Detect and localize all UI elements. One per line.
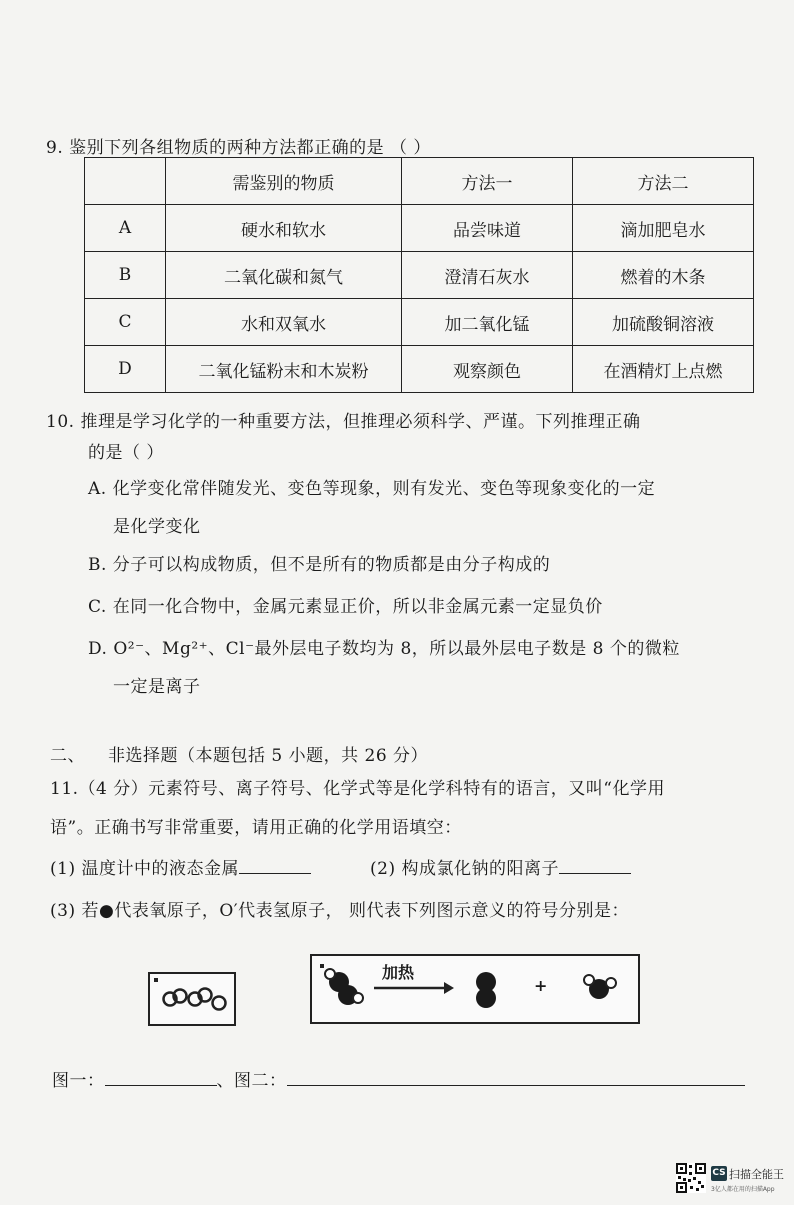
fig1-label: 图一： [52, 1071, 105, 1091]
table-cell: 在酒精灯上点燃 [573, 346, 754, 393]
figure-one [148, 972, 236, 1026]
q10-option-a-line2: 是化学变化 [113, 517, 201, 537]
table-cell: 澄清石灰水 [402, 252, 573, 299]
answer-blank-2[interactable] [559, 857, 631, 874]
table-cell: A [85, 205, 166, 252]
q10-option-d-line1: D. O²⁻、Mg²⁺、Cl⁻最外层电子数均为 8，所以最外层电子数是 8 个的微粒 [88, 639, 680, 659]
figure-two-reaction [312, 956, 638, 1022]
table-cell: 品尝味道 [402, 205, 573, 252]
q10-option-c: C. 在同一化合物中，金属元素显正价，所以非金属元素一定显负价 [88, 597, 603, 617]
table-cell: 二氧化碳和氮气 [166, 252, 402, 299]
table-cell: D [85, 346, 166, 393]
q10-option-a-line1: A. 化学变化常伴随发光、变色等现象，则有发光、变色等现象变化的一定 [88, 479, 656, 499]
cs-logo-icon: CS [711, 1166, 727, 1181]
q11-part3: (3) 若●代表氧原子，O′代表氢原子， 则代表下列图示意义的符号分别是： [50, 901, 630, 921]
table-header-cell: 方法二 [573, 158, 754, 205]
fig2-label: 、图二： [216, 1071, 287, 1091]
table-cell: 观察颜色 [402, 346, 573, 393]
table-cell: 加二氧化锰 [402, 299, 573, 346]
answer-blank-1[interactable] [239, 857, 311, 874]
figure-one-molecules [150, 974, 234, 1024]
q11-line2: 语”。正确书写非常重要，请用正确的化学用语填空： [50, 818, 462, 838]
table-cell: 加硫酸铜溶液 [573, 299, 754, 346]
q11-part1-text: (1) 温度计中的液态金属 [50, 859, 239, 879]
table-cell: B [85, 252, 166, 299]
table-row [85, 205, 754, 252]
table-cell: 滴加肥皂水 [573, 205, 754, 252]
table-header-cell: 方法一 [402, 158, 573, 205]
q11-part2 [370, 854, 631, 879]
q11-line1: 11.（4 分）元素符号、离子符号、化学式等是化学科特有的语言，又叫“化学用 [50, 779, 665, 799]
table-header-cell [85, 158, 166, 205]
table-cell: 燃着的木条 [573, 252, 754, 299]
figure-answer-line [52, 1066, 745, 1091]
fig2-blank[interactable] [287, 1069, 745, 1086]
section-number: 二、 [50, 746, 85, 766]
qr-code-icon [676, 1163, 706, 1193]
watermark-tagline: 3亿人都在用的扫描App [711, 1186, 775, 1193]
table-row [85, 252, 754, 299]
q11-part1 [50, 854, 311, 879]
q11-part2-text: (2) 构成氯化钠的阳离子 [370, 859, 559, 879]
q9-title: 9. 鉴别下列各组物质的两种方法都正确的是 （ ） [46, 138, 431, 158]
table-cell: C [85, 299, 166, 346]
q10-stem-line2: 的是（ ） [88, 443, 164, 463]
table-row [85, 346, 754, 393]
table-cell: 水和双氧水 [166, 299, 402, 346]
fig1-blank[interactable] [105, 1069, 217, 1086]
table-row [85, 299, 754, 346]
q10-option-b: B. 分子可以构成物质，但不是所有的物质都是由分子构成的 [88, 555, 551, 575]
watermark-app-name: 扫描全能王 [729, 1168, 784, 1181]
figure-two [310, 954, 640, 1024]
table-header-row [85, 158, 754, 205]
section-title: 非选择题（本题包括 5 小题，共 26 分） [108, 746, 429, 766]
table-header-cell: 需鉴别的物质 [166, 158, 402, 205]
q10-option-d-line2: 一定是离子 [113, 677, 201, 697]
plus-sign: + [534, 976, 548, 995]
q10-stem-line1: 10. 推理是学习化学的一种重要方法，但推理必须科学、严谨。下列推理正确 [46, 412, 641, 432]
q9-table [84, 157, 754, 393]
heating-label: 加热 [382, 963, 415, 982]
table-cell: 硬水和软水 [166, 205, 402, 252]
table-cell: 二氧化锰粉末和木炭粉 [166, 346, 402, 393]
